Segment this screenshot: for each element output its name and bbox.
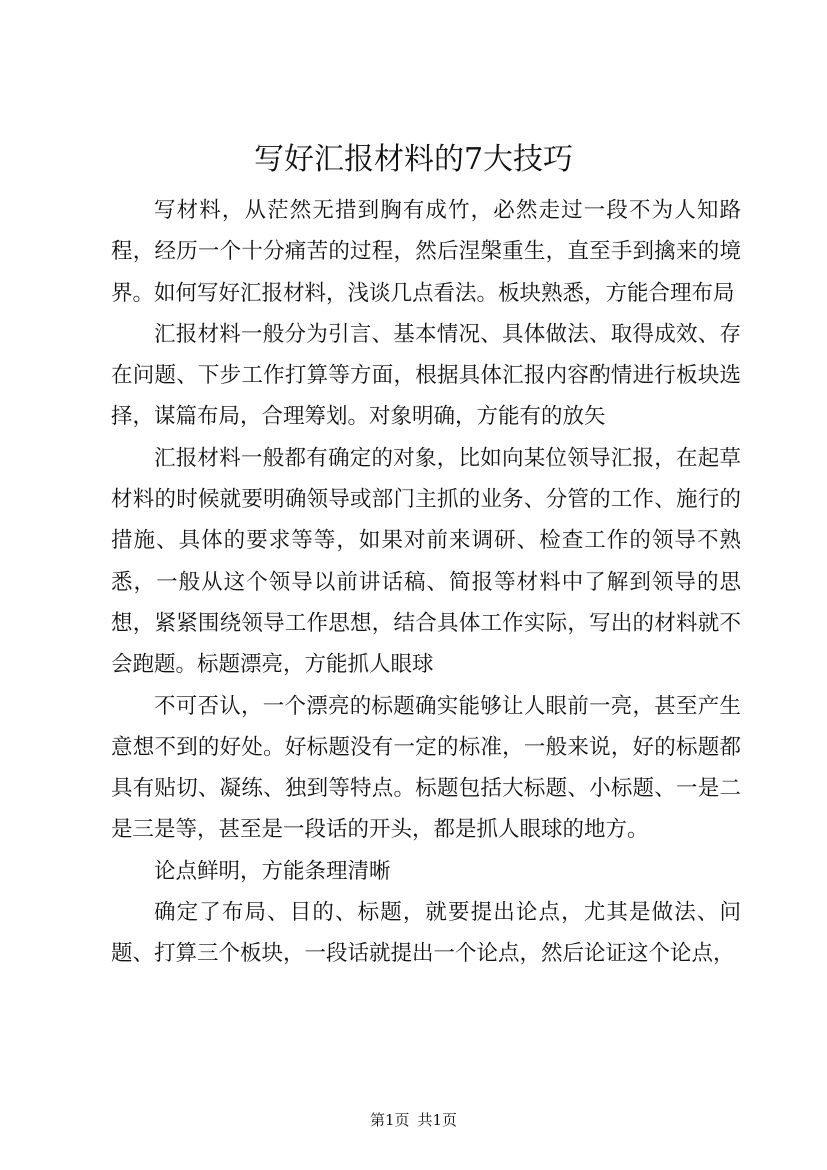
paragraph: 不可否认，一个漂亮的标题确实能够让人眼前一亮，甚至产生意想不到的好处。好标题没有一定的标准，一般来说，好的标题都具有贴切、凝练、独到等特点。标题包括大标题、小标题、一是二是三是等，甚至是一段话的开头，都是抓人眼球的地方。 [111, 693, 741, 843]
page-footer [0, 1110, 827, 1130]
page-number: 第1页 [369, 1111, 410, 1129]
paragraph: 确定了布局、目的、标题，就要提出论点，尤其是做法、问题、打算三个板块，一段话就提出一个论点，然后论证这个论点， [111, 900, 741, 967]
paragraph: 汇报材料一般都有确定的对象，比如向某位领导汇报，在起草材料的时候就要明确领导或部门主抓的业务、分管的工作、施行的措施、具体的要求等等，如果对前来调研、检查工作的领导不熟悉，一般从这个领导以前讲话稿、简报等材料中了解到领导的思想，紧紧围绕领导工作思想，结合具体工作实际，写出的材料就不会跑题。标题漂亮，方能抓人眼球 [111, 445, 741, 678]
paragraph: 汇报材料一般分为引言、基本情况、具体做法、取得成效、存在问题、下步工作打算等方面，根据具体汇报内容酌情进行板块选择，谋篇布局，合理筹划。对象明确，方能有的放矢 [111, 321, 741, 430]
document-title: 写好汇报材料的7大技巧 [253, 142, 574, 177]
paragraph: 论点鲜明，方能条理清晰 [154, 858, 391, 884]
paragraph: 写材料，从茫然无措到胸有成竹，必然走过一段不为人知路程，经历一个十分痛苦的过程，然后涅槃重生，直至手到擒来的境界。如何写好汇报材料，浅谈几点看法。板块熟悉，方能合理布局 [111, 198, 741, 306]
page-total: 共1页 [417, 1111, 458, 1129]
document-body [111, 190, 741, 975]
